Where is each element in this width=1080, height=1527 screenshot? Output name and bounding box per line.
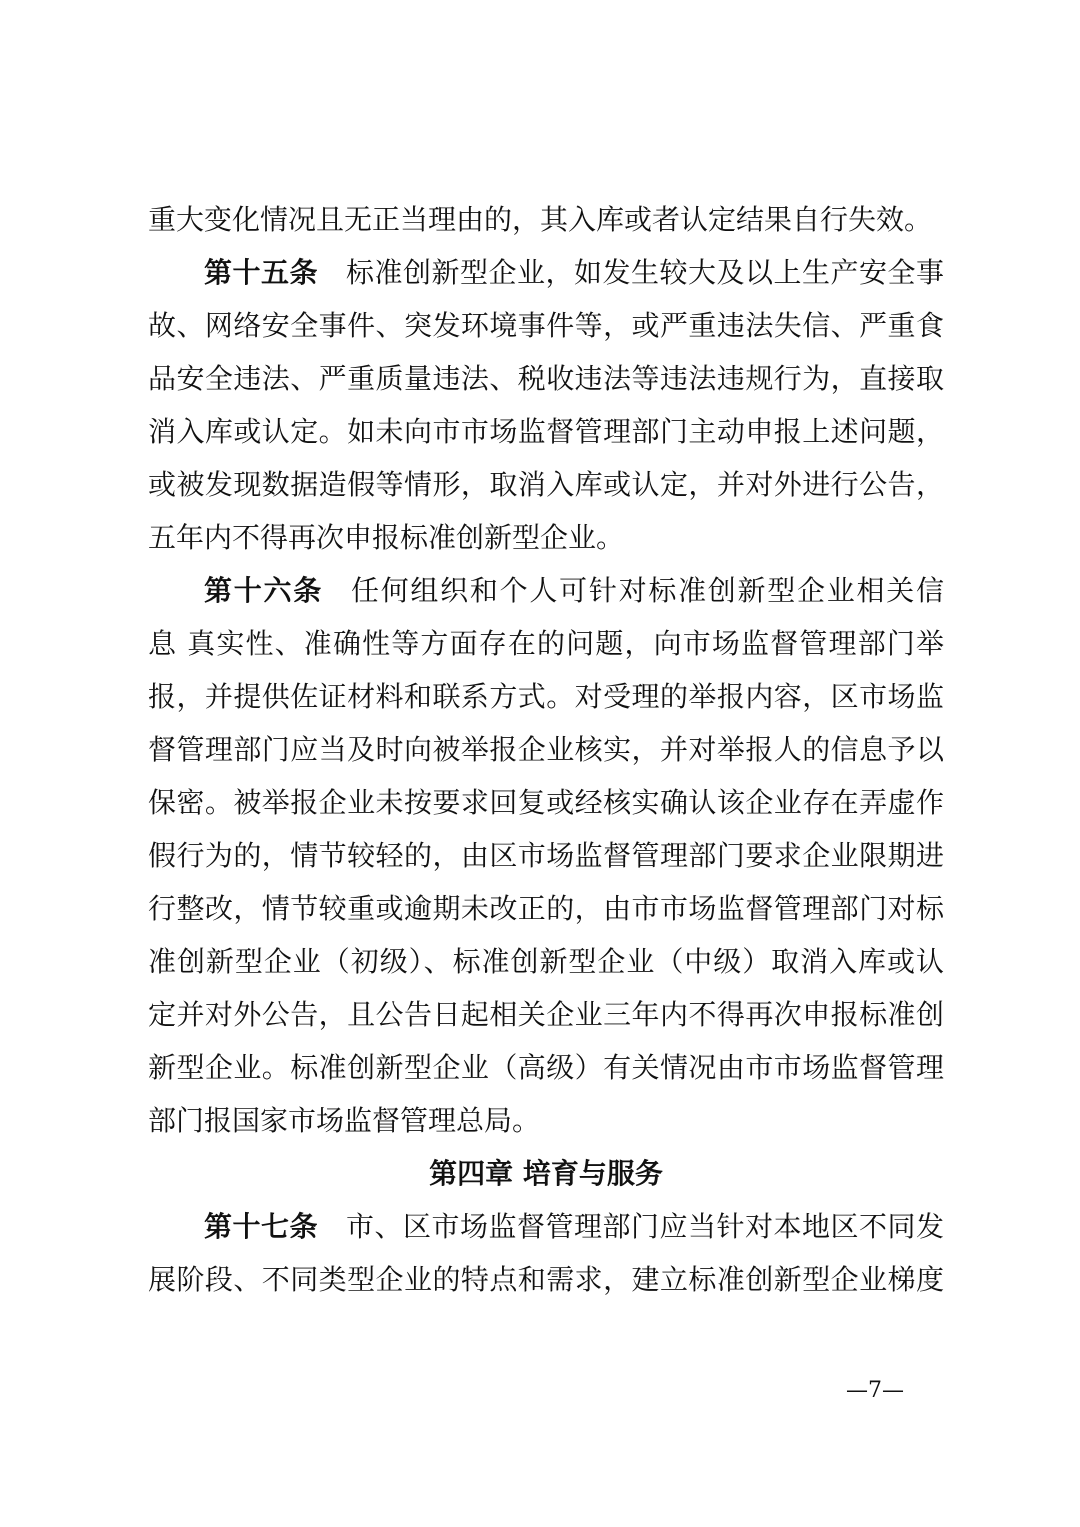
- article-15-text: 标准创新型企业，如发生较大及以上生产安全事: [346, 256, 944, 289]
- article-16-title: 第十六条: [204, 574, 323, 607]
- article-16-line: 定并对外公告，且公告日起相关企业三年内不得再次申报标准创: [148, 998, 944, 1031]
- article-15-first-line: [148, 246, 944, 299]
- article-15-line: 五年内不得再次申报标准创新型企业。: [148, 521, 625, 554]
- article-16-line: 部门报国家市场监督管理总局。: [148, 1104, 541, 1137]
- chapter-four-heading: 第四章 培育与服务: [429, 1157, 663, 1190]
- article-16: [148, 564, 944, 1147]
- article-16-text: 任何组织和个人可针对标准创新型企业相关信: [350, 574, 944, 607]
- article-16-line: 行整改，情节较重或逾期未改正的，由市市场监督管理部门对标: [148, 892, 944, 925]
- article-16-line: 息 真实性、准确性等方面存在的问题，向市场监督管理部门举: [148, 627, 944, 660]
- article-16-line: 报，并提供佐证材料和联系方式。对受理的举报内容，区市场监: [148, 680, 944, 713]
- article-15-line: 或被发现数据造假等情形，取消入库或认定，并对外进行公告，: [148, 468, 944, 501]
- article-16-line: 假行为的，情节较轻的，由区市场监督管理部门要求企业限期进: [148, 839, 944, 872]
- article-15-line: 品安全违法、严重质量违法、税收违法等违法违规行为，直接取: [148, 362, 944, 395]
- article-16-first-line: [148, 564, 944, 617]
- article-17-title: 第十七条: [204, 1210, 318, 1243]
- article-15-line: 消入库或认定。如未向市市场监督管理部门主动申报上述问题，: [148, 415, 944, 448]
- article-15-line: 故、网络安全事件、突发环境事件等，或严重违法失信、严重食: [148, 309, 944, 342]
- article-17-line: 展阶段、不同类型企业的特点和需求，建立标准创新型企业梯度: [148, 1263, 944, 1296]
- article-15: [148, 246, 944, 564]
- document-page: [148, 193, 944, 1306]
- article-17: [148, 1200, 944, 1306]
- article-17-first-line: [148, 1200, 944, 1253]
- article-16-line: 督管理部门应当及时向被举报企业核实，并对举报人的信息予以: [148, 733, 944, 766]
- article-16-line: 新型企业。标准创新型企业（高级）有关情况由市市场监督管理: [148, 1051, 944, 1084]
- carry-over-line: 重大变化情况且无正当理由的，其入库或者认定结果自行失效。: [148, 203, 933, 236]
- article-16-line: 保密。被举报企业未按要求回复或经核实确认该企业存在弄虚作: [148, 786, 944, 819]
- article-17-text: 市、区市场监督管理部门应当针对本地区不同发: [346, 1210, 944, 1243]
- article-16-line: 准创新型企业（初级）、标准创新型企业（中级）取消入库或认: [148, 945, 944, 978]
- article-15-title: 第十五条: [204, 256, 318, 289]
- page-number: —7—: [846, 1378, 904, 1403]
